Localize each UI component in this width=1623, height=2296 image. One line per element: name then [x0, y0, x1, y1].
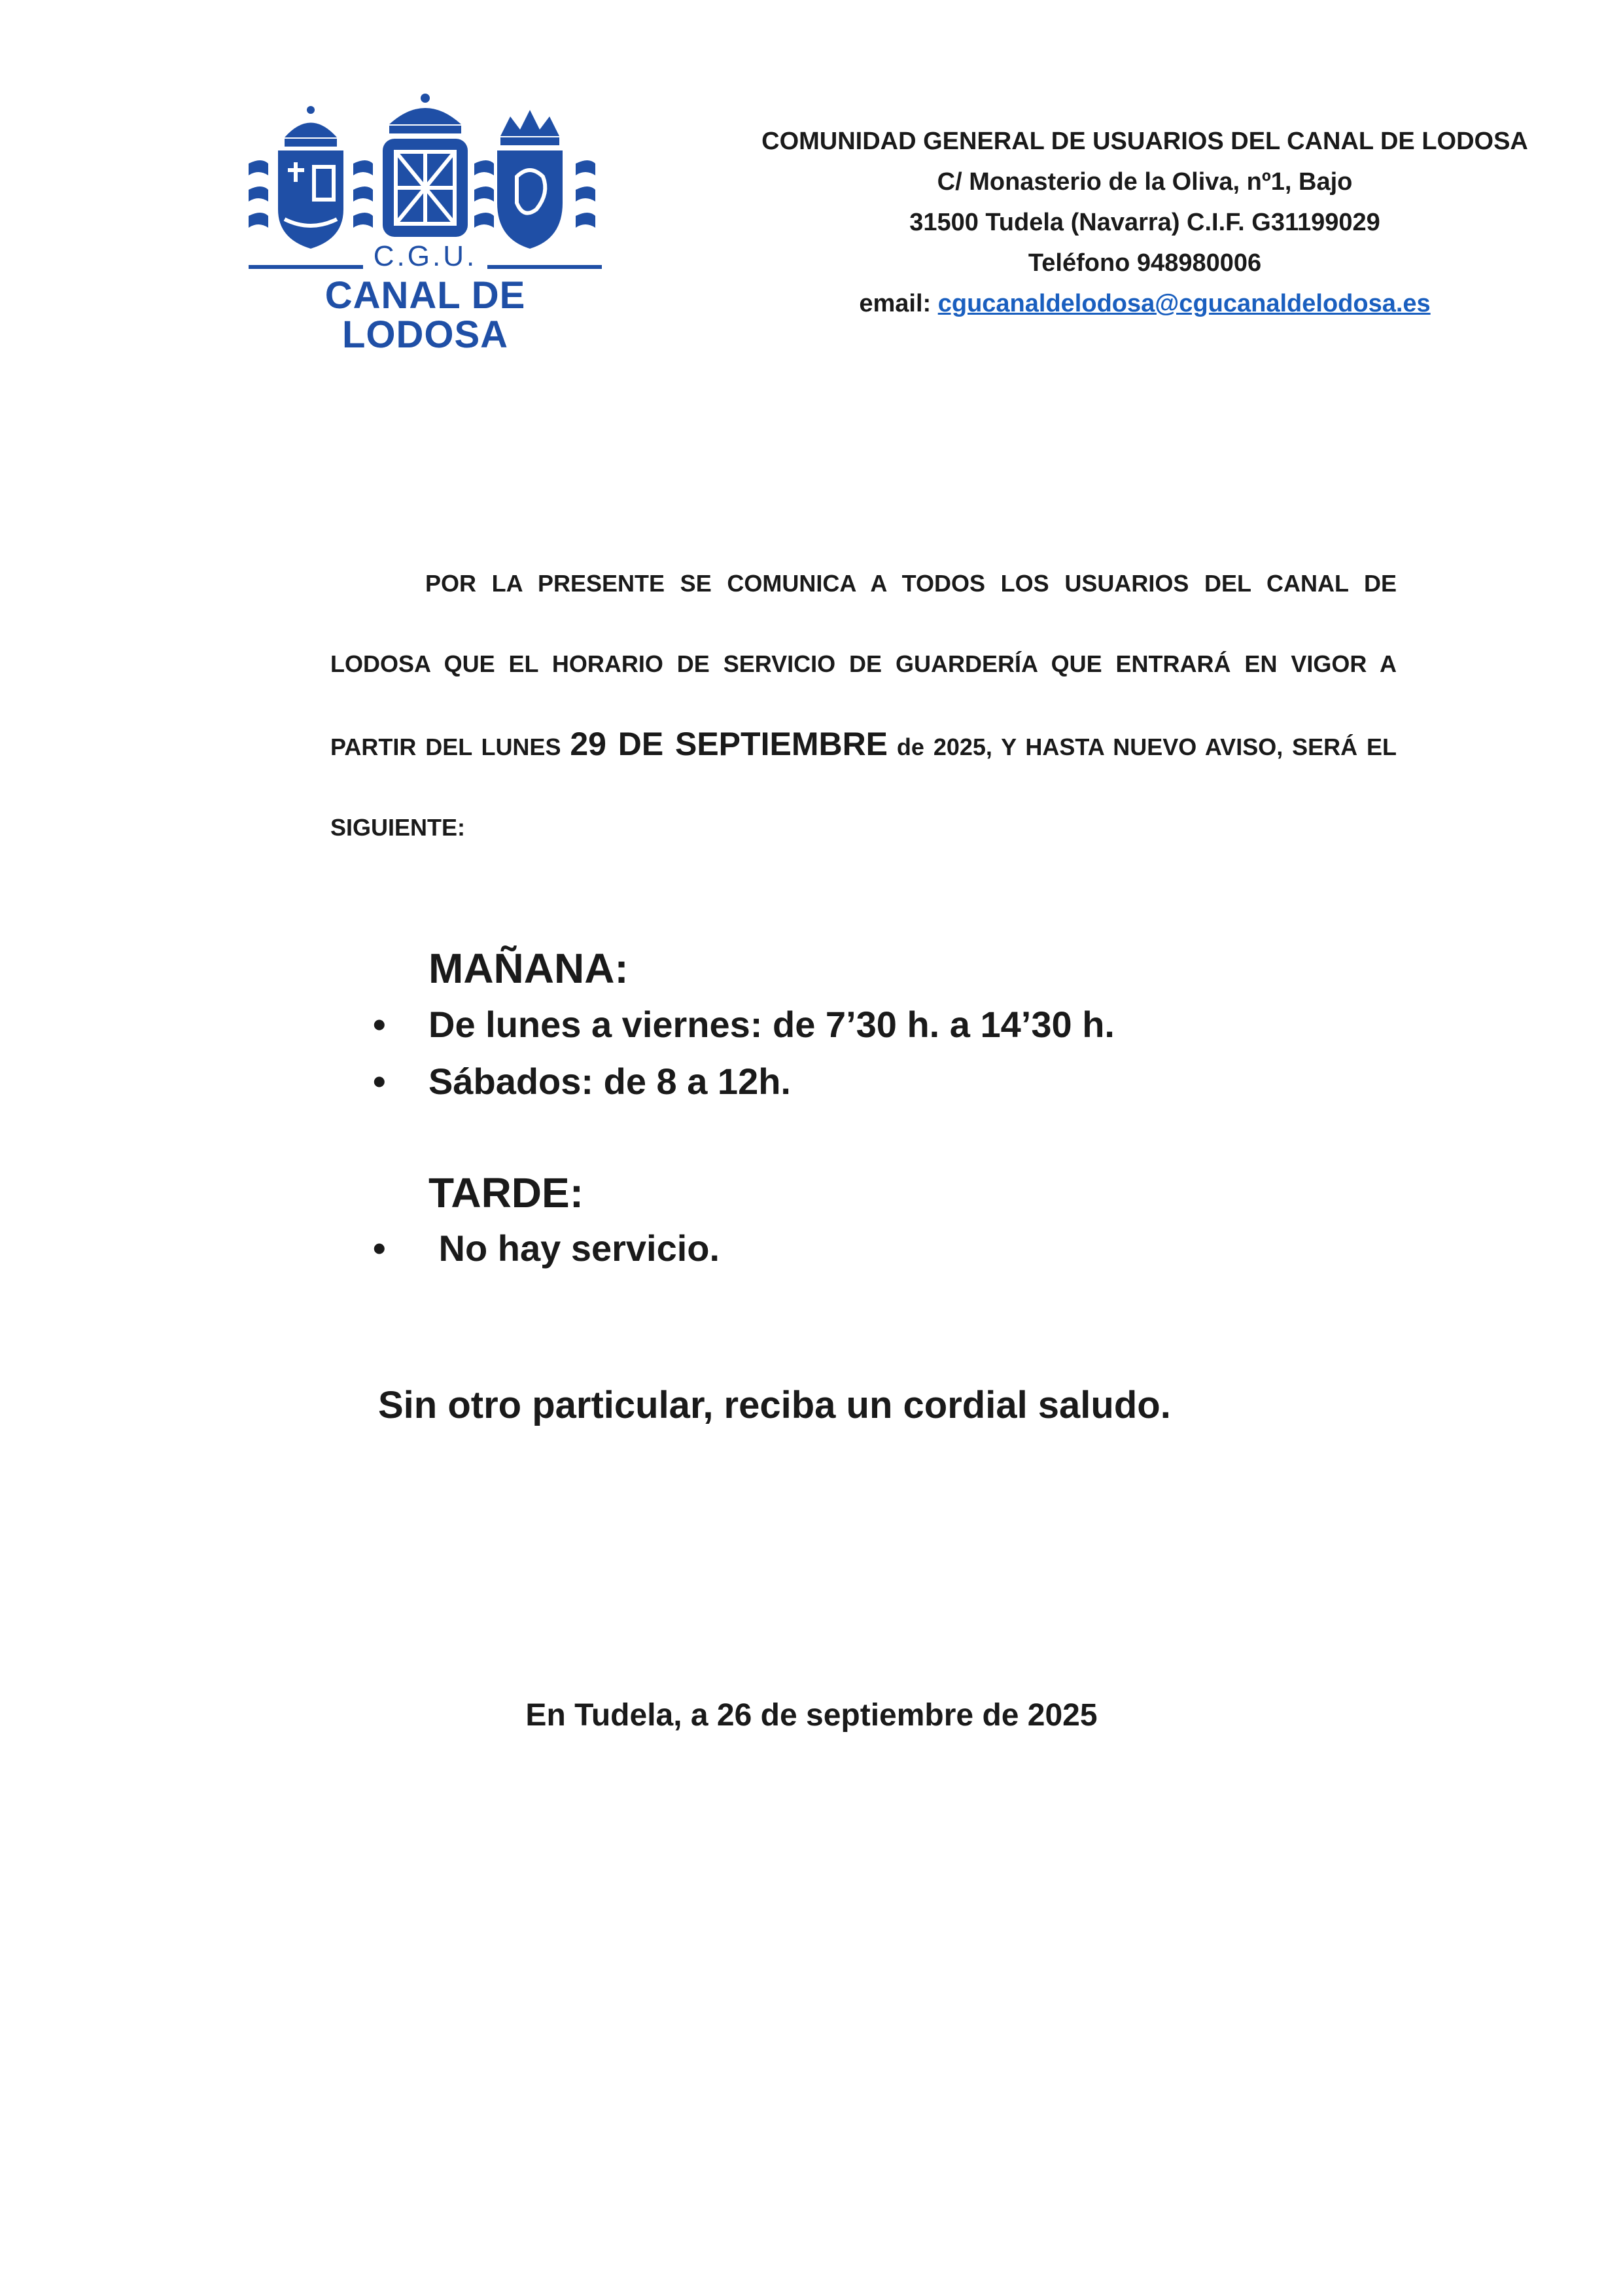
closing-salutation: Sin otro particular, reciba un cordial saludo. — [378, 1384, 1171, 1426]
morning-title: MAÑANA: — [428, 945, 629, 992]
intro-part2: de 2025, Y HASTA NUEVO AVISO, SERÁ EL SIGUIENTE: — [330, 733, 1397, 841]
bullet-icon: • — [373, 1061, 386, 1102]
bullet-icon: • — [373, 1227, 386, 1269]
afternoon-item-text: No hay servicio. — [428, 1227, 720, 1269]
email-label: email: — [859, 290, 938, 317]
header-org-name: COMUNIDAD GENERAL DE USUARIOS DEL CANAL DE LODOSA — [761, 128, 1528, 155]
header-city-cif: 31500 Tudela (Navarra) C.I.F. G31199029 — [909, 209, 1380, 236]
intro-start-date: 29 DE SEPTIEMBRE — [570, 726, 888, 762]
header-email-row — [707, 283, 1583, 324]
morning-item-text: Sábados: de 8 a 12h. — [428, 1061, 791, 1102]
header-street: C/ Monasterio de la Oliva, nº1, Bajo — [937, 168, 1353, 196]
morning-item — [373, 1058, 791, 1105]
logo-cgu-text: C.G.U. — [373, 240, 478, 272]
header-phone: Teléfono 948980006 — [1028, 249, 1262, 277]
morning-item — [373, 1001, 1115, 1048]
intro-part1: POR LA PRESENTE SE COMUNICA A TODOS LOS USUARIOS DEL CANAL DE LODOSA QUE EL HORARIO DE SERVICIO DE GUARDERÍA QUE ENTRARÁ EN VIGOR A PARTIR DEL LUNES — [330, 570, 1397, 760]
place-date: En Tudela, a 26 de septiembre de 2025 — [525, 1698, 1098, 1733]
morning-item-text: De lunes a viernes: de 7’30 h. a 14’30 h. — [428, 1004, 1115, 1045]
intro-paragraph — [330, 543, 1397, 868]
afternoon-item — [373, 1225, 720, 1272]
afternoon-title: TARDE: — [428, 1169, 584, 1216]
header-address — [707, 121, 1583, 324]
bullet-icon: • — [373, 1004, 386, 1045]
email-link[interactable]: cgucanaldelodosa@cgucanaldelodosa.es — [937, 290, 1431, 317]
logo-name-text: CANAL DE LODOSA — [324, 274, 526, 356]
